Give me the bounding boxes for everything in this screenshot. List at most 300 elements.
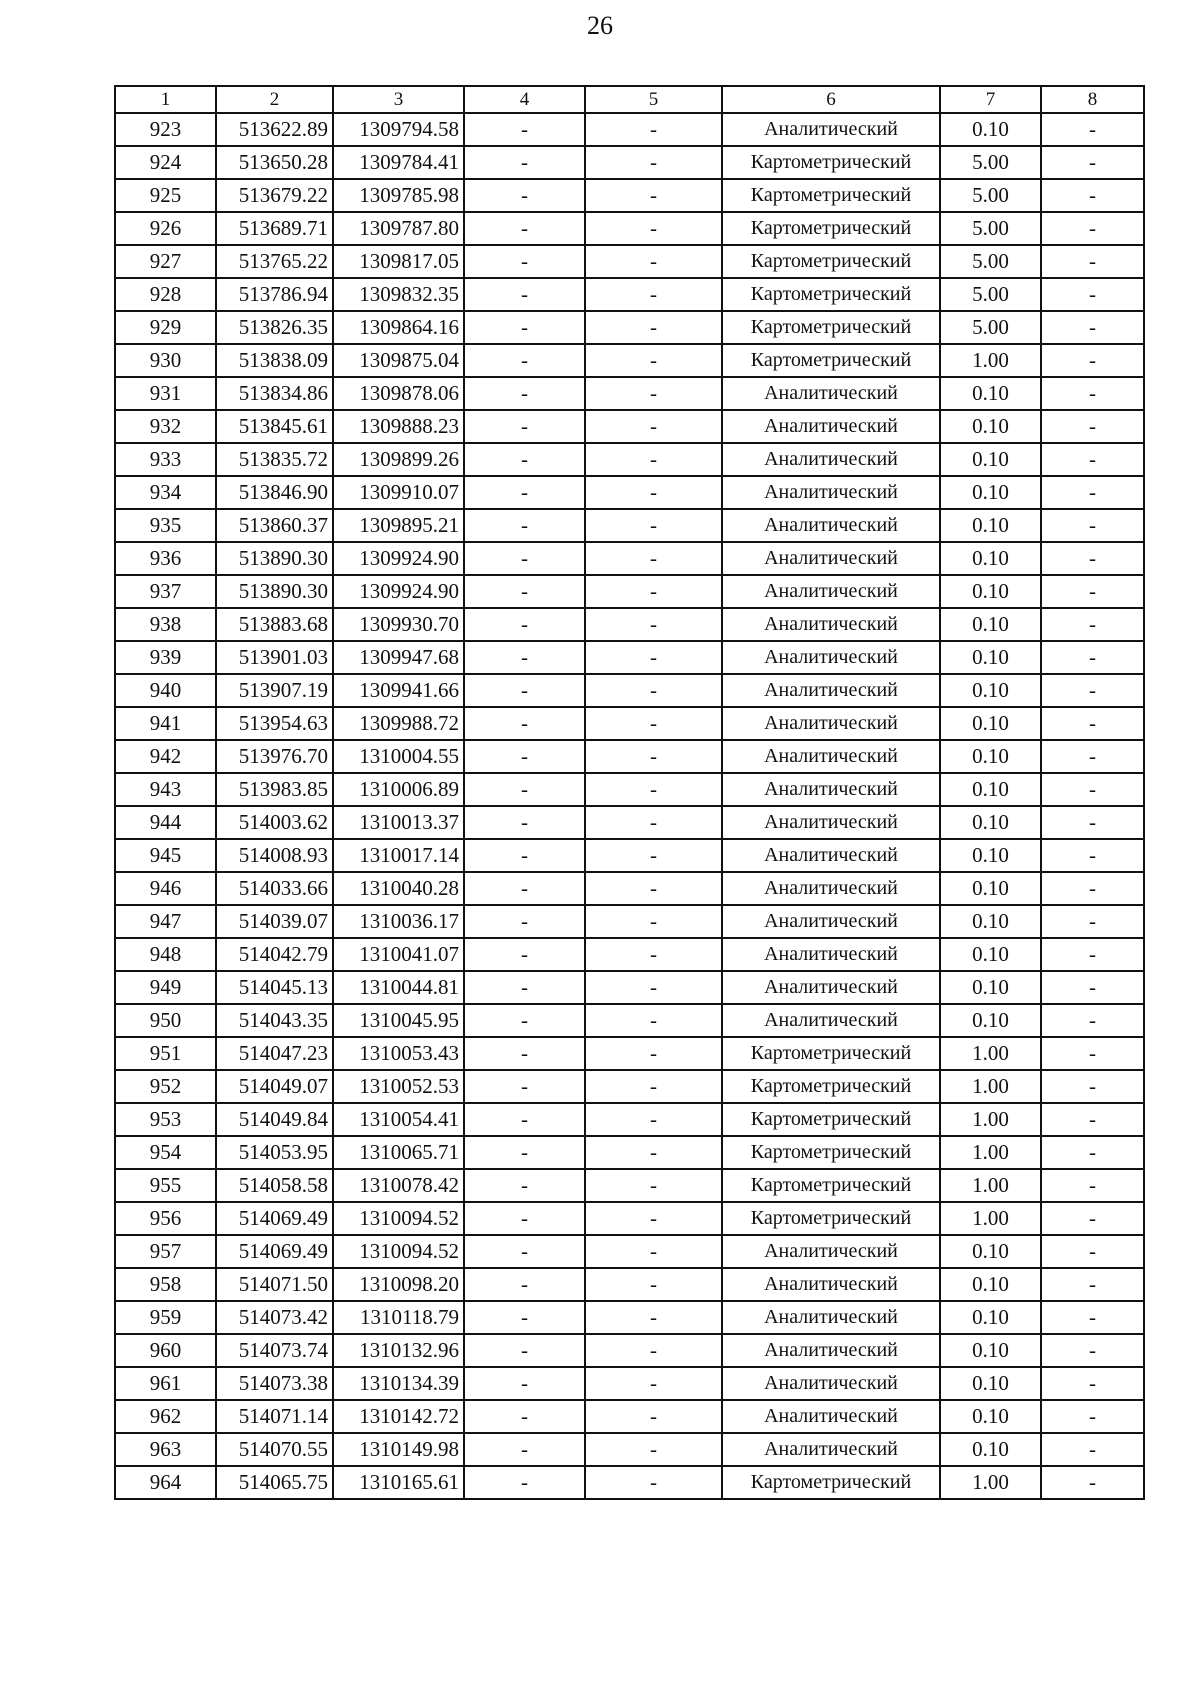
y-coordinate-cell: 1309895.21 — [333, 509, 464, 542]
table-row — [115, 212, 1144, 245]
column-4-cell: - — [464, 1334, 585, 1367]
column-8-cell: - — [1041, 740, 1144, 773]
column-8-cell: - — [1041, 575, 1144, 608]
accuracy-cell: 0.10 — [940, 608, 1041, 641]
method-cell: Аналитический — [722, 938, 940, 971]
table-row — [115, 509, 1144, 542]
column-4-cell: - — [464, 1400, 585, 1433]
y-coordinate-cell: 1309784.41 — [333, 146, 464, 179]
column-8-cell: - — [1041, 1466, 1144, 1499]
point-number-cell: 942 — [115, 740, 216, 773]
column-4-cell: - — [464, 377, 585, 410]
method-cell: Аналитический — [722, 1004, 940, 1037]
method-cell: Аналитический — [722, 641, 940, 674]
column-8-cell: - — [1041, 1367, 1144, 1400]
column-8-cell: - — [1041, 1004, 1144, 1037]
method-cell: Аналитический — [722, 806, 940, 839]
column-5-cell: - — [585, 1169, 722, 1202]
x-coordinate-cell: 513890.30 — [216, 575, 333, 608]
point-number-cell: 926 — [115, 212, 216, 245]
point-number-cell: 958 — [115, 1268, 216, 1301]
y-coordinate-cell: 1309910.07 — [333, 476, 464, 509]
point-number-cell: 951 — [115, 1037, 216, 1070]
column-5-cell: - — [585, 1103, 722, 1136]
x-coordinate-cell: 513845.61 — [216, 410, 333, 443]
x-coordinate-cell: 513650.28 — [216, 146, 333, 179]
accuracy-cell: 1.00 — [940, 1466, 1041, 1499]
method-cell: Аналитический — [722, 1367, 940, 1400]
column-8-cell: - — [1041, 113, 1144, 146]
point-number-cell: 949 — [115, 971, 216, 1004]
table-row — [115, 806, 1144, 839]
column-5-cell: - — [585, 740, 722, 773]
page-number: 26 — [587, 11, 613, 40]
table-row — [115, 179, 1144, 212]
x-coordinate-cell: 514053.95 — [216, 1136, 333, 1169]
x-coordinate-cell: 513901.03 — [216, 641, 333, 674]
y-coordinate-cell: 1310017.14 — [333, 839, 464, 872]
x-coordinate-cell: 513689.71 — [216, 212, 333, 245]
column-4-cell: - — [464, 674, 585, 707]
x-coordinate-cell: 513834.86 — [216, 377, 333, 410]
table-row — [115, 641, 1144, 674]
column-5-cell: - — [585, 476, 722, 509]
x-coordinate-cell: 514073.42 — [216, 1301, 333, 1334]
table-row — [115, 377, 1144, 410]
method-cell: Картометрический — [722, 1466, 940, 1499]
accuracy-cell: 0.10 — [940, 806, 1041, 839]
column-5-cell: - — [585, 938, 722, 971]
method-cell: Картометрический — [722, 278, 940, 311]
method-cell: Картометрический — [722, 1202, 940, 1235]
column-5-cell: - — [585, 1433, 722, 1466]
method-cell: Аналитический — [722, 509, 940, 542]
column-8-cell: - — [1041, 410, 1144, 443]
x-coordinate-cell: 514008.93 — [216, 839, 333, 872]
column-8-cell: - — [1041, 1301, 1144, 1334]
point-number-cell: 946 — [115, 872, 216, 905]
column-5-cell: - — [585, 344, 722, 377]
column-8-cell: - — [1041, 476, 1144, 509]
accuracy-cell: 0.10 — [940, 377, 1041, 410]
column-4-cell: - — [464, 146, 585, 179]
column-5-cell: - — [585, 113, 722, 146]
y-coordinate-cell: 1310142.72 — [333, 1400, 464, 1433]
column-4-cell: - — [464, 806, 585, 839]
table-row — [115, 1136, 1144, 1169]
method-cell: Аналитический — [722, 575, 940, 608]
accuracy-cell: 1.00 — [940, 1202, 1041, 1235]
y-coordinate-cell: 1309794.58 — [333, 113, 464, 146]
column-4-cell: - — [464, 443, 585, 476]
x-coordinate-cell: 513983.85 — [216, 773, 333, 806]
y-coordinate-cell: 1309888.23 — [333, 410, 464, 443]
column-8-cell: - — [1041, 1433, 1144, 1466]
column-5-cell: - — [585, 1202, 722, 1235]
method-cell: Аналитический — [722, 707, 940, 740]
column-5-cell: - — [585, 1367, 722, 1400]
column-4-cell: - — [464, 113, 585, 146]
method-cell: Аналитический — [722, 410, 940, 443]
point-number-cell: 928 — [115, 278, 216, 311]
point-number-cell: 953 — [115, 1103, 216, 1136]
table-row — [115, 1268, 1144, 1301]
y-coordinate-cell: 1310006.89 — [333, 773, 464, 806]
column-5-cell: - — [585, 212, 722, 245]
column-5-cell: - — [585, 707, 722, 740]
table-row — [115, 1037, 1144, 1070]
header-row — [115, 86, 1144, 113]
y-coordinate-cell: 1310165.61 — [333, 1466, 464, 1499]
column-4-cell: - — [464, 740, 585, 773]
y-coordinate-cell: 1309924.90 — [333, 542, 464, 575]
column-8-cell: - — [1041, 839, 1144, 872]
table-row — [115, 674, 1144, 707]
point-number-cell: 941 — [115, 707, 216, 740]
column-8-cell: - — [1041, 1136, 1144, 1169]
column-4-cell: - — [464, 773, 585, 806]
y-coordinate-cell: 1310052.53 — [333, 1070, 464, 1103]
x-coordinate-cell: 514058.58 — [216, 1169, 333, 1202]
table-row — [115, 1004, 1144, 1037]
method-cell: Аналитический — [722, 872, 940, 905]
table-row — [115, 1202, 1144, 1235]
accuracy-cell: 1.00 — [940, 1169, 1041, 1202]
column-4-cell: - — [464, 509, 585, 542]
x-coordinate-cell: 514071.14 — [216, 1400, 333, 1433]
method-cell: Аналитический — [722, 1301, 940, 1334]
accuracy-cell: 0.10 — [940, 542, 1041, 575]
method-cell: Картометрический — [722, 1169, 940, 1202]
column-4-cell: - — [464, 278, 585, 311]
point-number-cell: 963 — [115, 1433, 216, 1466]
point-number-cell: 956 — [115, 1202, 216, 1235]
column-8-cell: - — [1041, 806, 1144, 839]
column-4-cell: - — [464, 1268, 585, 1301]
accuracy-cell: 0.10 — [940, 971, 1041, 1004]
method-cell: Аналитический — [722, 839, 940, 872]
x-coordinate-cell: 514071.50 — [216, 1268, 333, 1301]
x-coordinate-cell: 513846.90 — [216, 476, 333, 509]
x-coordinate-cell: 513679.22 — [216, 179, 333, 212]
column-header: 2 — [216, 86, 333, 113]
x-coordinate-cell: 514033.66 — [216, 872, 333, 905]
column-4-cell: - — [464, 839, 585, 872]
accuracy-cell: 0.10 — [940, 1334, 1041, 1367]
table-row — [115, 146, 1144, 179]
y-coordinate-cell: 1309832.35 — [333, 278, 464, 311]
x-coordinate-cell: 513976.70 — [216, 740, 333, 773]
point-number-cell: 952 — [115, 1070, 216, 1103]
column-5-cell: - — [585, 575, 722, 608]
x-coordinate-cell: 513835.72 — [216, 443, 333, 476]
column-8-cell: - — [1041, 1268, 1144, 1301]
point-number-cell: 925 — [115, 179, 216, 212]
accuracy-cell: 1.00 — [940, 1136, 1041, 1169]
accuracy-cell: 5.00 — [940, 179, 1041, 212]
table-row — [115, 1367, 1144, 1400]
method-cell: Картометрический — [722, 311, 940, 344]
column-8-cell: - — [1041, 443, 1144, 476]
table-row — [115, 1301, 1144, 1334]
x-coordinate-cell: 513838.09 — [216, 344, 333, 377]
method-cell: Аналитический — [722, 443, 940, 476]
method-cell: Аналитический — [722, 1400, 940, 1433]
column-5-cell: - — [585, 179, 722, 212]
accuracy-cell: 0.10 — [940, 443, 1041, 476]
method-cell: Аналитический — [722, 773, 940, 806]
y-coordinate-cell: 1309988.72 — [333, 707, 464, 740]
table-row — [115, 608, 1144, 641]
method-cell: Картометрический — [722, 146, 940, 179]
column-8-cell: - — [1041, 1235, 1144, 1268]
method-cell: Аналитический — [722, 377, 940, 410]
column-5-cell: - — [585, 410, 722, 443]
column-4-cell: - — [464, 1136, 585, 1169]
column-8-cell: - — [1041, 1103, 1144, 1136]
column-5-cell: - — [585, 971, 722, 1004]
x-coordinate-cell: 514049.07 — [216, 1070, 333, 1103]
point-number-cell: 923 — [115, 113, 216, 146]
method-cell: Картометрический — [722, 344, 940, 377]
column-header: 5 — [585, 86, 722, 113]
accuracy-cell: 1.00 — [940, 344, 1041, 377]
point-number-cell: 957 — [115, 1235, 216, 1268]
column-8-cell: - — [1041, 707, 1144, 740]
point-number-cell: 962 — [115, 1400, 216, 1433]
table-row — [115, 1070, 1144, 1103]
column-5-cell: - — [585, 1301, 722, 1334]
column-5-cell: - — [585, 542, 722, 575]
table-row — [115, 443, 1144, 476]
x-coordinate-cell: 514073.74 — [216, 1334, 333, 1367]
column-4-cell: - — [464, 1235, 585, 1268]
table-row — [115, 905, 1144, 938]
x-coordinate-cell: 513622.89 — [216, 113, 333, 146]
x-coordinate-cell: 514039.07 — [216, 905, 333, 938]
table-row — [115, 311, 1144, 344]
x-coordinate-cell: 513954.63 — [216, 707, 333, 740]
column-4-cell: - — [464, 1037, 585, 1070]
column-8-cell: - — [1041, 377, 1144, 410]
column-5-cell: - — [585, 1268, 722, 1301]
y-coordinate-cell: 1309941.66 — [333, 674, 464, 707]
column-4-cell: - — [464, 1301, 585, 1334]
y-coordinate-cell: 1309875.04 — [333, 344, 464, 377]
column-header: 4 — [464, 86, 585, 113]
accuracy-cell: 1.00 — [940, 1037, 1041, 1070]
x-coordinate-cell: 514070.55 — [216, 1433, 333, 1466]
accuracy-cell: 0.10 — [940, 1235, 1041, 1268]
column-4-cell: - — [464, 1202, 585, 1235]
method-cell: Аналитический — [722, 476, 940, 509]
point-number-cell: 961 — [115, 1367, 216, 1400]
column-8-cell: - — [1041, 1400, 1144, 1433]
column-4-cell: - — [464, 1070, 585, 1103]
y-coordinate-cell: 1309878.06 — [333, 377, 464, 410]
method-cell: Аналитический — [722, 1433, 940, 1466]
column-4-cell: - — [464, 608, 585, 641]
accuracy-cell: 0.10 — [940, 641, 1041, 674]
column-8-cell: - — [1041, 608, 1144, 641]
accuracy-cell: 0.10 — [940, 509, 1041, 542]
point-number-cell: 945 — [115, 839, 216, 872]
method-cell: Картометрический — [722, 1103, 940, 1136]
table-row — [115, 245, 1144, 278]
point-number-cell: 940 — [115, 674, 216, 707]
y-coordinate-cell: 1310013.37 — [333, 806, 464, 839]
accuracy-cell: 5.00 — [940, 146, 1041, 179]
y-coordinate-cell: 1310036.17 — [333, 905, 464, 938]
y-coordinate-cell: 1309930.70 — [333, 608, 464, 641]
table-row — [115, 971, 1144, 1004]
y-coordinate-cell: 1310040.28 — [333, 872, 464, 905]
column-8-cell: - — [1041, 905, 1144, 938]
method-cell: Аналитический — [722, 674, 940, 707]
x-coordinate-cell: 513907.19 — [216, 674, 333, 707]
table-row — [115, 1334, 1144, 1367]
accuracy-cell: 0.10 — [940, 476, 1041, 509]
method-cell: Аналитический — [722, 740, 940, 773]
method-cell: Аналитический — [722, 971, 940, 1004]
x-coordinate-cell: 513765.22 — [216, 245, 333, 278]
table-body — [115, 86, 1144, 1499]
point-number-cell: 927 — [115, 245, 216, 278]
column-4-cell: - — [464, 707, 585, 740]
table-row — [115, 872, 1144, 905]
table-row — [115, 1103, 1144, 1136]
accuracy-cell: 0.10 — [940, 674, 1041, 707]
table-row — [115, 476, 1144, 509]
accuracy-cell: 0.10 — [940, 1433, 1041, 1466]
column-4-cell: - — [464, 1103, 585, 1136]
point-number-cell: 943 — [115, 773, 216, 806]
column-8-cell: - — [1041, 1202, 1144, 1235]
point-number-cell: 930 — [115, 344, 216, 377]
method-cell: Аналитический — [722, 1334, 940, 1367]
point-number-cell: 931 — [115, 377, 216, 410]
point-number-cell: 944 — [115, 806, 216, 839]
table-row — [115, 113, 1144, 146]
column-5-cell: - — [585, 773, 722, 806]
x-coordinate-cell: 514042.79 — [216, 938, 333, 971]
table-row — [115, 410, 1144, 443]
column-5-cell: - — [585, 1466, 722, 1499]
method-cell: Картометрический — [722, 1037, 940, 1070]
y-coordinate-cell: 1310098.20 — [333, 1268, 464, 1301]
column-8-cell: - — [1041, 1070, 1144, 1103]
x-coordinate-cell: 513786.94 — [216, 278, 333, 311]
table-row — [115, 839, 1144, 872]
column-8-cell: - — [1041, 278, 1144, 311]
column-8-cell: - — [1041, 674, 1144, 707]
method-cell: Картометрический — [722, 1070, 940, 1103]
column-5-cell: - — [585, 1070, 722, 1103]
column-5-cell: - — [585, 905, 722, 938]
column-4-cell: - — [464, 1169, 585, 1202]
accuracy-cell: 5.00 — [940, 311, 1041, 344]
x-coordinate-cell: 514045.13 — [216, 971, 333, 1004]
table-row — [115, 278, 1144, 311]
accuracy-cell: 0.10 — [940, 575, 1041, 608]
column-4-cell: - — [464, 344, 585, 377]
x-coordinate-cell: 513826.35 — [216, 311, 333, 344]
column-8-cell: - — [1041, 344, 1144, 377]
column-5-cell: - — [585, 872, 722, 905]
point-number-cell: 932 — [115, 410, 216, 443]
accuracy-cell: 0.10 — [940, 740, 1041, 773]
column-header: 7 — [940, 86, 1041, 113]
point-number-cell: 964 — [115, 1466, 216, 1499]
column-5-cell: - — [585, 1334, 722, 1367]
accuracy-cell: 0.10 — [940, 905, 1041, 938]
table-row — [115, 1466, 1144, 1499]
column-header: 3 — [333, 86, 464, 113]
column-8-cell: - — [1041, 773, 1144, 806]
column-4-cell: - — [464, 1466, 585, 1499]
column-5-cell: - — [585, 1136, 722, 1169]
y-coordinate-cell: 1310053.43 — [333, 1037, 464, 1070]
column-4-cell: - — [464, 872, 585, 905]
column-5-cell: - — [585, 1400, 722, 1433]
column-4-cell: - — [464, 971, 585, 1004]
point-number-cell: 955 — [115, 1169, 216, 1202]
column-8-cell: - — [1041, 146, 1144, 179]
accuracy-cell: 0.10 — [940, 1301, 1041, 1334]
column-8-cell: - — [1041, 971, 1144, 1004]
method-cell: Аналитический — [722, 608, 940, 641]
x-coordinate-cell: 514069.49 — [216, 1202, 333, 1235]
column-5-cell: - — [585, 278, 722, 311]
column-4-cell: - — [464, 245, 585, 278]
y-coordinate-cell: 1310149.98 — [333, 1433, 464, 1466]
y-coordinate-cell: 1310094.52 — [333, 1235, 464, 1268]
column-4-cell: - — [464, 1433, 585, 1466]
column-4-cell: - — [464, 410, 585, 443]
accuracy-cell: 0.10 — [940, 1004, 1041, 1037]
column-header: 1 — [115, 86, 216, 113]
x-coordinate-cell: 513883.68 — [216, 608, 333, 641]
y-coordinate-cell: 1310118.79 — [333, 1301, 464, 1334]
accuracy-cell: 0.10 — [940, 707, 1041, 740]
x-coordinate-cell: 514065.75 — [216, 1466, 333, 1499]
method-cell: Аналитический — [722, 1235, 940, 1268]
y-coordinate-cell: 1309787.80 — [333, 212, 464, 245]
column-5-cell: - — [585, 641, 722, 674]
point-number-cell: 938 — [115, 608, 216, 641]
table-row — [115, 707, 1144, 740]
table-row — [115, 1400, 1144, 1433]
column-4-cell: - — [464, 575, 585, 608]
y-coordinate-cell: 1309817.05 — [333, 245, 464, 278]
column-5-cell: - — [585, 146, 722, 179]
column-4-cell: - — [464, 542, 585, 575]
y-coordinate-cell: 1310004.55 — [333, 740, 464, 773]
accuracy-cell: 0.10 — [940, 1367, 1041, 1400]
x-coordinate-cell: 514003.62 — [216, 806, 333, 839]
column-8-cell: - — [1041, 311, 1144, 344]
x-coordinate-cell: 514043.35 — [216, 1004, 333, 1037]
x-coordinate-cell: 514049.84 — [216, 1103, 333, 1136]
x-coordinate-cell: 514073.38 — [216, 1367, 333, 1400]
column-5-cell: - — [585, 245, 722, 278]
table-row — [115, 938, 1144, 971]
accuracy-cell: 0.10 — [940, 773, 1041, 806]
accuracy-cell: 0.10 — [940, 410, 1041, 443]
method-cell: Картометрический — [722, 212, 940, 245]
method-cell: Аналитический — [722, 905, 940, 938]
column-8-cell: - — [1041, 1037, 1144, 1070]
